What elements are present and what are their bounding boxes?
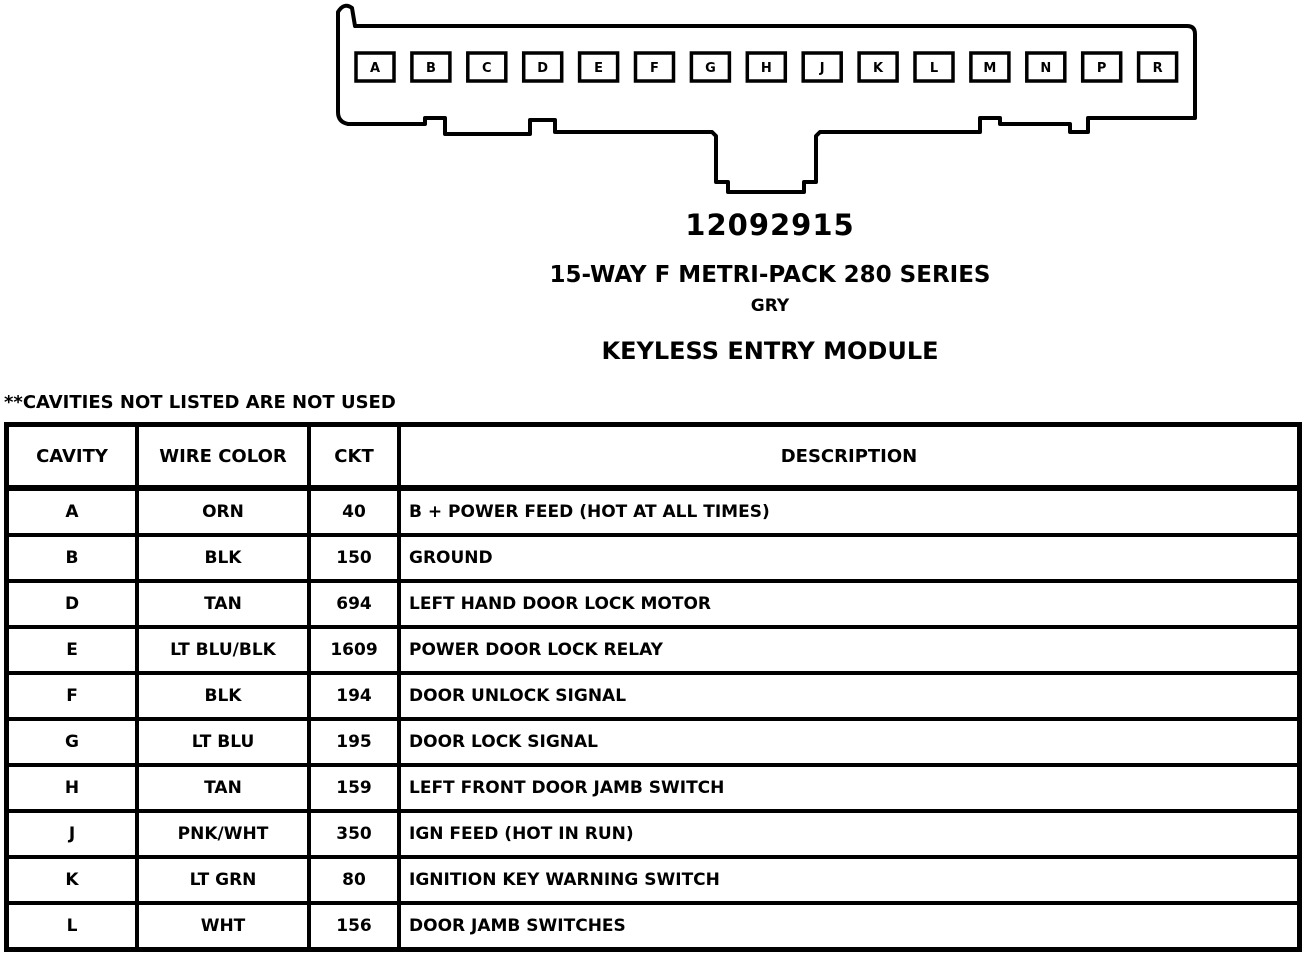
connector-diagram xyxy=(0,0,1312,200)
cavity-cell: B xyxy=(7,535,137,581)
cavity-pin-m xyxy=(971,53,1009,81)
table-row xyxy=(7,903,1299,949)
cavity-pin-label: G xyxy=(705,61,716,76)
header-ckt: CKT xyxy=(309,425,399,489)
description-cell: IGN FEED (HOT IN RUN) xyxy=(399,811,1299,857)
cavity-pin-h xyxy=(747,53,785,81)
table-row xyxy=(7,673,1299,719)
cavity-pin-label: M xyxy=(983,61,997,76)
table-row xyxy=(7,581,1299,627)
table-row xyxy=(7,719,1299,765)
connector-outline xyxy=(338,6,1195,192)
table-row xyxy=(7,535,1299,581)
table-header-row xyxy=(7,425,1299,489)
description-cell: LEFT FRONT DOOR JAMB SWITCH xyxy=(399,765,1299,811)
wire-color-cell: LT BLU/BLK xyxy=(137,627,309,673)
cavity-pin-label: B xyxy=(425,61,436,76)
connector-series: 15-WAY F METRI-PACK 280 SERIES xyxy=(549,262,991,288)
cavity-pin-label: E xyxy=(594,61,604,76)
wire-color-cell: WHT xyxy=(137,903,309,949)
description-cell: B + POWER FEED (HOT AT ALL TIMES) xyxy=(399,489,1299,535)
cavity-pin-f xyxy=(636,53,674,81)
cavity-cell: D xyxy=(7,581,137,627)
cavity-pin-k xyxy=(859,53,897,81)
cavity-pin-label: F xyxy=(650,61,659,76)
wire-color-cell: BLK xyxy=(137,535,309,581)
cavity-pin-label: L xyxy=(929,61,939,76)
header-wire-color: WIRE COLOR xyxy=(137,425,309,489)
header-cavity: CAVITY xyxy=(7,425,137,489)
description-cell: POWER DOOR LOCK RELAY xyxy=(399,627,1299,673)
cavity-pin-l xyxy=(915,53,953,81)
cavity-pin-label: C xyxy=(482,61,492,76)
part-number: 12092915 xyxy=(685,208,855,242)
cavity-cell: F xyxy=(7,673,137,719)
cavity-pin-label: D xyxy=(537,61,549,76)
ckt-cell: 159 xyxy=(309,765,399,811)
cavity-pin-label: J xyxy=(819,61,825,76)
cavity-pin-a xyxy=(356,53,394,81)
cavity-pin-r xyxy=(1139,53,1177,81)
cavity-cell: J xyxy=(7,811,137,857)
cavity-pin-n xyxy=(1027,53,1065,81)
cavity-cell: G xyxy=(7,719,137,765)
cavity-pin-label: N xyxy=(1040,61,1052,76)
table-row xyxy=(7,857,1299,903)
description-cell: DOOR JAMB SWITCHES xyxy=(399,903,1299,949)
cavity-table xyxy=(4,422,1302,952)
ckt-cell: 1609 xyxy=(309,627,399,673)
header-description: DESCRIPTION xyxy=(399,425,1299,489)
table-row xyxy=(7,627,1299,673)
connector-color: GRY xyxy=(750,296,790,316)
ckt-cell: 80 xyxy=(309,857,399,903)
cavity-pin-j xyxy=(803,53,841,81)
cavity-pin-label: H xyxy=(760,61,772,76)
ckt-cell: 694 xyxy=(309,581,399,627)
ckt-cell: 194 xyxy=(309,673,399,719)
wire-color-cell: TAN xyxy=(137,765,309,811)
table-row xyxy=(7,811,1299,857)
cavity-pin-label: R xyxy=(1152,61,1163,76)
ckt-cell: 40 xyxy=(309,489,399,535)
cavity-cell: H xyxy=(7,765,137,811)
cavity-pin-d xyxy=(524,53,562,81)
description-cell: IGNITION KEY WARNING SWITCH xyxy=(399,857,1299,903)
cavity-cell: A xyxy=(7,489,137,535)
ckt-cell: 195 xyxy=(309,719,399,765)
ckt-cell: 350 xyxy=(309,811,399,857)
cavity-pin-label: K xyxy=(873,61,884,76)
table-row xyxy=(7,489,1299,535)
unused-cavities-note: **CAVITIES NOT LISTED ARE NOT USED xyxy=(4,392,396,413)
ckt-cell: 156 xyxy=(309,903,399,949)
cavity-pin-e xyxy=(580,53,618,81)
wire-color-cell: TAN xyxy=(137,581,309,627)
ckt-cell: 150 xyxy=(309,535,399,581)
description-cell: LEFT HAND DOOR LOCK MOTOR xyxy=(399,581,1299,627)
cavity-cell: E xyxy=(7,627,137,673)
description-cell: GROUND xyxy=(399,535,1299,581)
description-cell: DOOR LOCK SIGNAL xyxy=(399,719,1299,765)
wire-color-cell: ORN xyxy=(137,489,309,535)
wire-color-cell: PNK/WHT xyxy=(137,811,309,857)
cavity-cell: K xyxy=(7,857,137,903)
module-name: KEYLESS ENTRY MODULE xyxy=(601,337,939,365)
wire-color-cell: LT GRN xyxy=(137,857,309,903)
wire-color-cell: BLK xyxy=(137,673,309,719)
cavity-pin-p xyxy=(1083,53,1121,81)
description-cell: DOOR UNLOCK SIGNAL xyxy=(399,673,1299,719)
cavity-cell: L xyxy=(7,903,137,949)
cavity-pin-label: A xyxy=(369,61,381,76)
cavity-pin-label: P xyxy=(1096,61,1107,76)
wire-color-cell: LT BLU xyxy=(137,719,309,765)
table-row xyxy=(7,765,1299,811)
cavity-pin-g xyxy=(691,53,729,81)
cavity-pin-b xyxy=(412,53,450,81)
cavity-pin-c xyxy=(468,53,506,81)
